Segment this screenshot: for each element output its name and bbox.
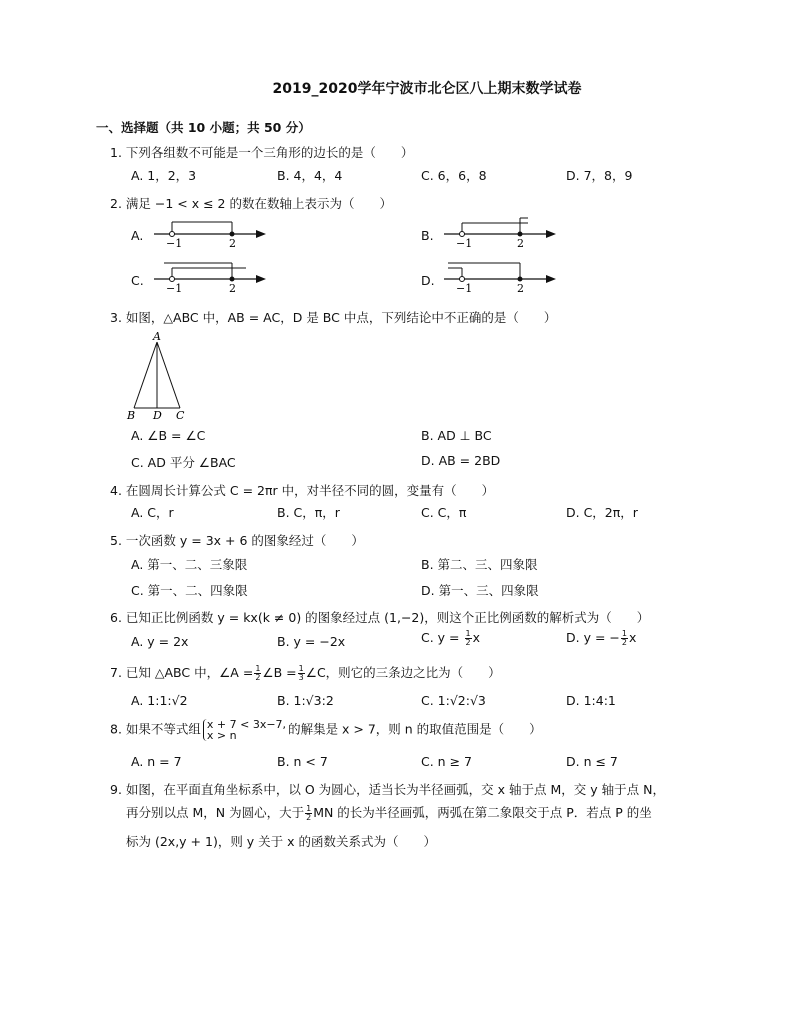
svg-text:2: 2 [229,237,236,250]
q8-option-c[interactable]: C. n ≥ 7 [421,754,472,769]
fraction-half: $\frac{1}{2}$ [621,629,627,647]
q7-option-b[interactable]: B. 1:√3:2 [277,693,334,708]
q8-option-d[interactable]: D. n ≤ 7 [566,754,618,769]
q2-option-c[interactable]: C. [131,273,144,288]
q6-option-b[interactable]: B. y = −2x [277,634,346,649]
q3-triangle-figure [122,330,192,422]
q2-numberline-c [150,259,268,297]
q1-option-c[interactable]: C. 6，6，8 [421,168,487,183]
question-7-stem: 7. 已知 △ABC 中，∠A = $\frac{1}{2}$ ∠B = $\frac{1}{3}$ ∠C，则它的三条边之比为（ ） [110,664,501,682]
q2-option-d[interactable]: D. [421,273,435,288]
q8-option-a[interactable]: A. n = 7 [131,754,182,769]
q4-option-a[interactable]: A. C，r [131,505,174,520]
svg-text:2: 2 [517,282,524,295]
question-4-stem: 4. 在圆周长计算公式 C = 2πr 中，对半径不同的圆，变量有（ ） [110,483,495,498]
q5-option-c[interactable]: C. 第一、二、四象限 [131,583,248,598]
q4-option-b[interactable]: B. C，π，r [277,505,340,520]
q2-numberline-a [150,214,268,252]
q7-option-d[interactable]: D. 1:4:1 [566,693,616,708]
fraction-half: $\frac{1}{2}$ [306,804,312,822]
q3-option-c[interactable]: C. AD 平分 ∠BAC [131,455,236,470]
q7-option-c[interactable]: C. 1:√2:√3 [421,693,486,708]
svg-text:−1: −1 [456,237,473,250]
q8-option-b[interactable]: B. n < 7 [277,754,328,769]
q5-option-d[interactable]: D. 第一、三、四象限 [421,583,539,598]
svg-text:−1: −1 [166,282,183,295]
question-6-stem: 6. 已知正比例函数 y = kx(k ≠ 0) 的图象经过点 (1,−2)，则这个正比例函数的解析式为（ ） [110,610,650,625]
q1-option-d[interactable]: D. 7，8，9 [566,168,633,183]
question-9-line-2: 再分别以点 M，N 为圆心，大于 $\frac{1}{2}$ MN 的长为半径画弧，两弧在第二象限交于点 P．若点 P 的坐 [126,804,652,822]
svg-text:−1: −1 [166,237,183,250]
q6-option-c[interactable]: C. y = $\frac{1}{2}$ x [421,629,481,647]
q6-option-a[interactable]: A. y = 2x [131,634,189,649]
q4-option-c[interactable]: C. C，π [421,505,467,520]
q4-option-d[interactable]: D. C，2π，r [566,505,638,520]
question-1-stem: 1. 下列各组数不可能是一个三角形的边长的是（ ） [110,145,414,160]
q6-option-d[interactable]: D. y = − $\frac{1}{2}$ x [566,629,637,647]
question-9-line-3: 标为 (2x,y + 1)，则 y 关于 x 的函数关系式为（ ） [126,834,437,849]
q5-option-b[interactable]: B. 第二、三、四象限 [421,557,538,572]
vertex-label-a: A [153,330,161,343]
q3-option-a[interactable]: A. ∠B = ∠C [131,428,206,443]
question-5-stem: 5. 一次函数 y = 3x + 6 的图象经过（ ） [110,533,364,548]
vertex-label-b: B [127,409,136,422]
q1-option-a[interactable]: A. 1，2，3 [131,168,197,183]
question-9-line-1: 9. 如图，在平面直角坐标系中，以 O 为圆心，适当长为半径画弧，交 x 轴于点 M，交 y 轴于点 N， [110,782,665,797]
question-3-stem: 3. 如图，△ABC 中，AB = AC，D 是 BC 中点，下列结论中不正确的是（ ） [110,310,557,325]
q2-option-b[interactable]: B. [421,228,434,243]
q5-option-a[interactable]: A. 第一、二、三象限 [131,557,248,572]
q3-option-b[interactable]: B. AD ⊥ BC [421,428,492,443]
fraction-third: $\frac{1}{3}$ [298,664,304,682]
svg-text:2: 2 [517,237,524,250]
svg-text:−1: −1 [456,282,473,295]
page-title: 2019_2020学年宁波市北仑区八上期末数学试卷 [272,81,582,97]
fraction-half: $\frac{1}{2}$ [465,629,471,647]
q2-numberline-b [440,214,558,252]
q2-option-a[interactable]: A. [131,228,144,243]
question-8-stem: 8. 如果不等式组 x + 7 < 3x−7, x > n 的解集是 x > 7，则 n 的取值范围是（ ） [110,718,542,742]
svg-text:2: 2 [229,282,236,295]
fraction-half: $\frac{1}{2}$ [255,664,261,682]
q1-option-b[interactable]: B. 4，4，4 [277,168,343,183]
inequality-system: x + 7 < 3x−7, x > n [203,719,286,741]
vertex-label-d: D [153,409,162,422]
question-2-stem: 2. 满足 −1 < x ≤ 2 的数在数轴上表示为（ ） [110,196,392,211]
vertex-label-c: C [176,409,185,422]
q2-numberline-d [440,259,558,297]
q3-option-d[interactable]: D. AB = 2BD [421,453,501,468]
section-heading: 一、选择题（共 10 小题；共 50 分） [96,120,311,135]
q7-option-a[interactable]: A. 1:1:√2 [131,693,188,708]
